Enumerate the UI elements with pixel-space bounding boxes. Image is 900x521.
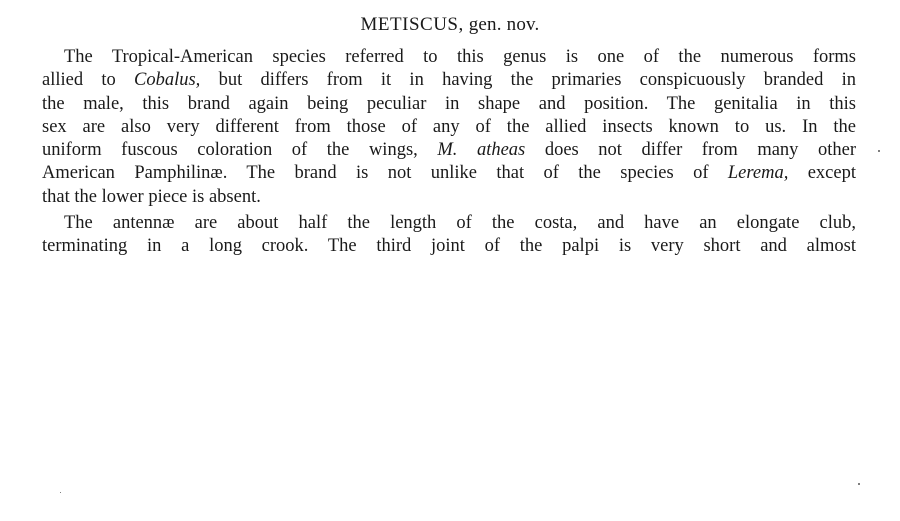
- paragraph-2: [42, 212, 856, 259]
- paper-speck: [60, 492, 61, 493]
- genus-name: METISCUS,: [360, 14, 464, 35]
- text-line: The Tropical-American species referred to this genus is one of the numerous forms: [64, 47, 856, 67]
- paragraph-1: [42, 46, 856, 209]
- italic-taxon: Lerema,: [727, 163, 789, 184]
- text-run: does not differ from many other: [525, 140, 856, 161]
- italic-taxon: M. atheas: [437, 140, 526, 161]
- text-run: except: [788, 163, 856, 184]
- text-line: terminating in a long crook. The third joint of the palpi is very short and almost: [42, 236, 856, 257]
- paper-speck: [858, 483, 860, 485]
- text-line: sex are also very different from those of any of the allied insects known to us. In the: [42, 116, 856, 137]
- text-line: that the lower piece is absent.: [42, 186, 261, 207]
- text-line: [42, 139, 856, 162]
- text-line: the male, this brand again being peculiar in shape and position. The genitalia in this: [42, 93, 856, 114]
- section-heading: [0, 13, 900, 37]
- paper-speck: [878, 150, 880, 152]
- text-line: [42, 69, 856, 92]
- text-line: The antennæ are about half the length of the costa, and have an elongate club,: [64, 213, 856, 234]
- text-run: American Pamphilinæ. The brand is not unlike that of the species of: [42, 163, 728, 184]
- text-run: uniform fuscous coloration of the wings,: [42, 140, 438, 161]
- genus-note: gen. nov.: [468, 14, 540, 35]
- text-run: allied to: [42, 70, 134, 91]
- text-line: [42, 162, 856, 185]
- text-run: but differs from it in having the primaries conspicuously branded in: [200, 70, 856, 91]
- body-text: [42, 46, 856, 259]
- italic-taxon: Cobalus,: [134, 70, 201, 91]
